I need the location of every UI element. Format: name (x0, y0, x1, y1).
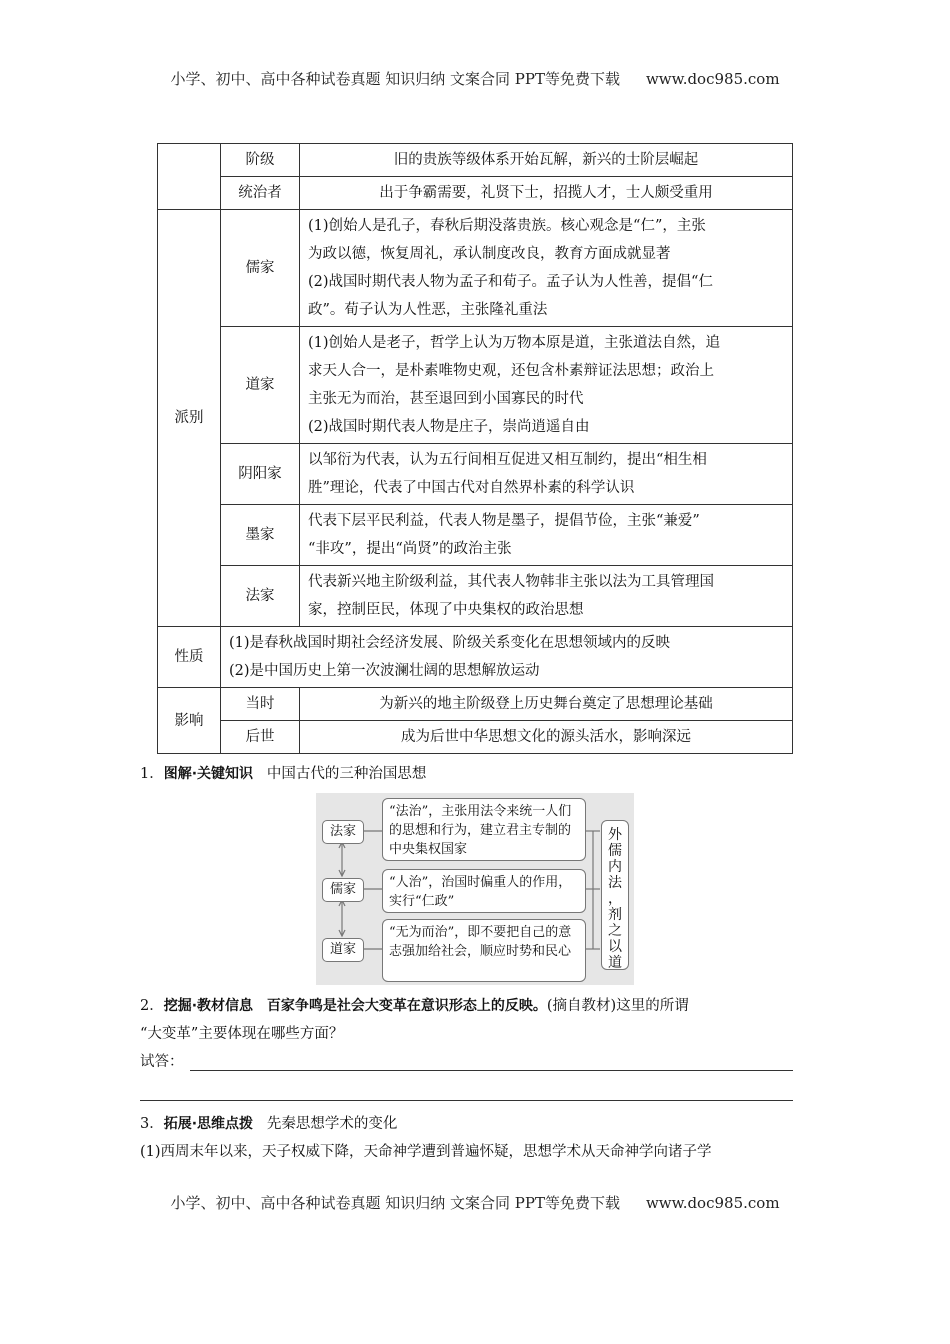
section-title: 图解·关键知识 (163, 766, 254, 782)
nature-text (221, 627, 793, 688)
rujia-desc: “人治”，治国时偏重人的作用，实行“仁政” (382, 869, 586, 913)
footer-url[interactable]: www.doc985.com (645, 1194, 780, 1212)
yinyang-text (300, 444, 793, 505)
table-row (158, 688, 793, 721)
summary-char: 以 (608, 939, 622, 955)
table-row (158, 721, 793, 754)
text-line: (1)创始人是孔子，春秋后期没落贵族。核心观念是“仁”，主张 (308, 218, 706, 234)
text-line: (1)是春秋战国时期社会经济发展、阶级关系变化在思想领域内的反映 (229, 635, 671, 651)
mojia-text (300, 505, 793, 566)
header-url[interactable]: www.doc985.com (645, 70, 780, 88)
table-row (158, 627, 793, 688)
answer-line[interactable] (140, 1100, 793, 1101)
text-line: 代表下层平民利益，代表人物是墨子，提倡节俭，主张“兼爱” (308, 513, 700, 529)
summary-table (157, 143, 793, 754)
text-line: 政”。荀子认为人性恶，主张隆礼重法 (308, 302, 548, 318)
footer-text: 小学、初中、高中各种试卷真题 知识归纳 文案合同 PPT等免费下载 (170, 1194, 620, 1212)
rujia-node: 儒家 (322, 878, 364, 902)
answer-label: 试答： (140, 1054, 184, 1070)
section-subtitle: 先秦思想学术的变化 (266, 1116, 398, 1132)
text-line: 主张无为而治，甚至退回到小国寡民的时代 (308, 391, 584, 407)
section-subtitle: 中国古代的三种治国思想 (266, 766, 427, 782)
section-text: (1)西周末年以来，天子权威下降，天命神学遭到普遍怀疑，思想学术从天命神学向诸子学 (140, 1144, 712, 1160)
section-title: 挖掘·教材信息 (163, 998, 254, 1014)
yinyang-label: 阴阳家 (221, 444, 300, 505)
text-line: 胜”理论，代表了中国古代对自然界朴素的科学认识 (308, 480, 635, 496)
summary-char: 内 (608, 859, 622, 875)
table-row (158, 505, 793, 566)
fajia-label: 法家 (221, 566, 300, 627)
text-line: (2)战国时期代表人物是庄子，崇尚逍遥自由 (308, 419, 590, 435)
table-row (158, 210, 793, 327)
later-text: 成为后世中华思想文化的源头活水，影响深远 (300, 721, 793, 754)
ruler-text: 出于争霸需要，礼贤下士，招揽人才，士人颇受重用 (300, 177, 793, 210)
page-footer (0, 1192, 950, 1213)
text-line: 为政以德，恢复周礼，承认制度改良，教育方面成就显著 (308, 246, 671, 262)
text-line: “非攻”，提出“尚贤”的政治主张 (308, 541, 512, 557)
text-line: 求天人合一，是朴素唯物史观，还包含朴素辩证法思想；政治上 (308, 363, 714, 379)
summary-box (601, 820, 629, 970)
section-text: “大变革”主要体现在哪些方面？ (140, 1026, 344, 1042)
text-line: (1)创始人是老子，哲学上认为万物本原是道，主张道法自然，追 (308, 335, 721, 351)
section-3 (140, 1110, 800, 1166)
influence-label: 影响 (158, 688, 221, 754)
nature-label: 性质 (158, 627, 221, 688)
daojia-node: 道家 (322, 938, 364, 962)
summary-char-extra: 道 (608, 955, 622, 971)
summary-char: 剂 (608, 907, 622, 923)
fajia-text (300, 566, 793, 627)
fajia-node: 法家 (322, 820, 364, 844)
page-header (0, 68, 950, 89)
mojia-label: 墨家 (221, 505, 300, 566)
section-number: 3． (140, 1116, 164, 1132)
text-line: 家，控制臣民，体现了中央集权的政治思想 (308, 602, 584, 618)
section-number: 1． (140, 766, 164, 782)
fajia-desc: “法治”，主张用法令来统一人们的思想和行为，建立君主专制的中央集权国家 (382, 798, 586, 861)
section-text: (摘自教材)这里的所谓 (546, 998, 689, 1014)
table-row (158, 177, 793, 210)
section-title: 拓展·思维点拨 (163, 1116, 254, 1132)
ruler-label: 统治者 (221, 177, 300, 210)
table-row (158, 144, 793, 177)
text-line: (2)战国时期代表人物为孟子和荀子。孟子认为人性善，提倡“仁 (308, 274, 713, 290)
later-label: 后世 (221, 721, 300, 754)
answer-line[interactable] (190, 1070, 793, 1071)
section-number: 2． (140, 998, 164, 1014)
summary-char: 儒 (608, 843, 622, 859)
section-1-heading (140, 760, 800, 788)
rujia-label: 儒家 (221, 210, 300, 327)
section-2 (140, 992, 800, 1076)
governance-diagram (316, 793, 634, 985)
blank-cell (158, 144, 221, 210)
table-row (158, 444, 793, 505)
class-label: 阶级 (221, 144, 300, 177)
then-label: 当时 (221, 688, 300, 721)
header-text: 小学、初中、高中各种试卷真题 知识归纳 文案合同 PPT等免费下载 (170, 70, 620, 88)
daojia-desc: “无为而治”，即不要把自己的意志强加给社会，顺应时势和民心 (382, 919, 586, 982)
text-line: (2)是中国历史上第一次波澜壮阔的思想解放运动 (229, 663, 540, 679)
daojia-text (300, 327, 793, 444)
summary-char: 外 (608, 827, 622, 843)
table-row (158, 566, 793, 627)
summary-char: ， (608, 891, 622, 907)
rujia-text (300, 210, 793, 327)
then-text: 为新兴的地主阶级登上历史舞台奠定了思想理论基础 (300, 688, 793, 721)
schools-label: 派别 (158, 210, 221, 627)
summary-char: 之 (608, 923, 622, 939)
text-line: 代表新兴地主阶级利益，其代表人物韩非主张以法为工具管理国 (308, 574, 714, 590)
daojia-label: 道家 (221, 327, 300, 444)
table-row (158, 327, 793, 444)
text-line: 以邹衍为代表，认为五行间相互促进又相互制约，提出“相生相 (308, 452, 707, 468)
class-text: 旧的贵族等级体系开始瓦解，新兴的士阶层崛起 (300, 144, 793, 177)
bold-quote: 百家争鸣是社会大变革在意识形态上的反映。 (266, 998, 547, 1014)
summary-char: 法 (608, 875, 622, 891)
